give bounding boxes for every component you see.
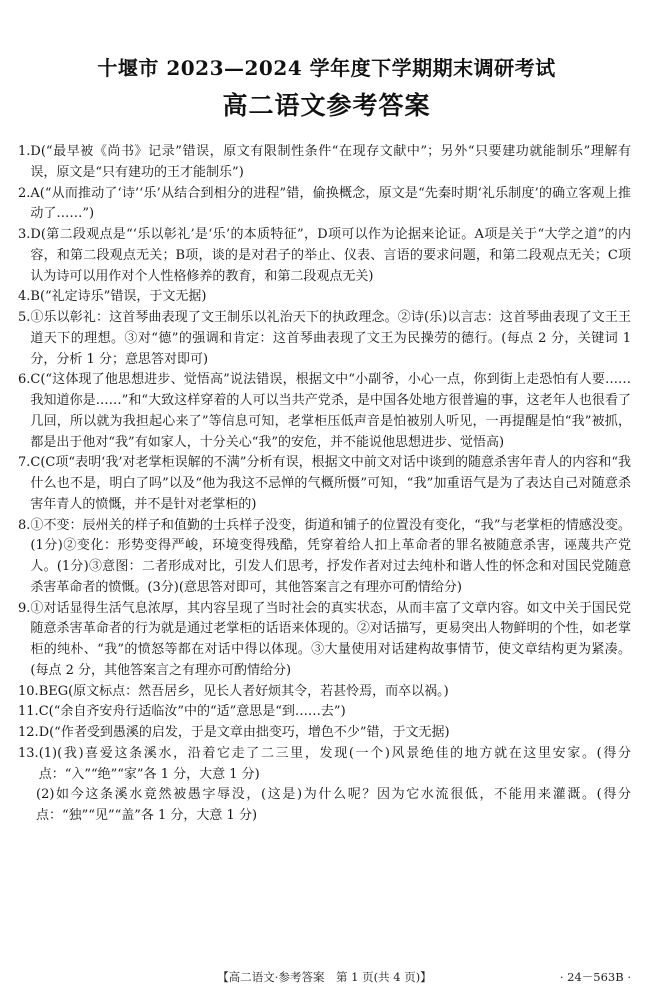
answer-number: 13. <box>18 745 39 761</box>
answer-text: A(“从而推动了‘诗’‘乐’从结合到相分的进程”错，偷换概念，原文是“先秦时期‘礼乐制度’的确立客观上推动了……”) <box>30 185 631 222</box>
answer-text: ①乐以彰礼：这首琴曲表现了文王制乐以礼治天下的执政理念。②诗(乐)以言志：这首琴曲表现了文王王道天下的理想。③对“德”的强调和肯定：这首琴曲表现了文王为民操劳的德行。(每点 2 分，关键词 1 分，分析 1 分；意思答对即可) <box>30 310 631 367</box>
answer-list <box>18 142 631 827</box>
answer-text: (1)(我)喜爱这条溪水，沿着它走了二三里，发现(一个)风景绝佳的地方就在这里安家。(得分点：“入”“绝”“家”各 1 分，大意 1 分) <box>38 745 631 782</box>
answer-item-6 <box>18 370 631 453</box>
answer-number: 8. <box>18 517 31 533</box>
answer-item-10 <box>18 682 631 703</box>
answer-text: D(第二段观点是“‘乐以彰礼’是‘乐’的本质特征”，D项可以作为论据来论证。A项是关于“大学之道”的内容，和第二段观点无关；B项，谈的是对君子的举止、仪表、言语的要求问题，和第二段观点无关；C项认为诗可以用作对个人性格修养的教育，和第二段观点无关) <box>30 227 631 284</box>
answer-item-3 <box>18 225 631 287</box>
footer-page-info: 【高二语文·参考答案 第 1 页(共 4 页)】 <box>217 970 432 984</box>
answer-item-12 <box>18 723 631 744</box>
answer-text: C(C项“表明‘我’对老掌柜误解的不满”分析有误，根据文中前文对话中谈到的随意杀害年青人的内容和“我什么也不是，明白了吗”以及“他为我这不忌惮的气概所慑”可知，“我”加重语气是为了表达自己对随意杀害年青人的愤慨，并不是针对老掌柜的) <box>30 455 631 512</box>
answer-text: BEG(原文标点：然吾居乡，见长人者好烦其令，若甚怜焉，而卒以祸。) <box>38 683 449 699</box>
answer-text: C(“这体现了他思想进步、觉悟高”说法错误，根据文中“小副爷，小心一点，你到街上走恐怕有人要……我知道你是……”和“大致这样穿着的人可以当共产党杀，是中国各处地方很普遍的事，这老年人也很看了几回，所以就为我担起心来了”等信息可知，老掌柜压低声音是怕被别人听见，一再提醒是怕“我”被抓，都是出于他对“我”有如家人，十分关心“我”的安危，并不能说他思想进步、觉悟高) <box>30 372 631 450</box>
answer-number: 9. <box>18 600 31 616</box>
answer-item-2 <box>18 184 631 226</box>
answer-13-part-2: (2)如今这条溪水竟然被愚字辱没，(这是)为什么呢？因为它水流很低，不能用来灌溉。(得分点：“独”“见”“盖”各 1 分，大意 1 分) <box>36 787 631 823</box>
answer-number: 5. <box>18 310 31 325</box>
footer-code: · 24－563B · <box>559 970 631 984</box>
answer-item-1 <box>18 142 631 184</box>
answer-item-13 <box>18 744 631 786</box>
answer-number: 3. <box>18 227 31 242</box>
document-title: 高二语文参考答案 <box>222 91 431 120</box>
answer-item-11 <box>18 702 631 723</box>
answer-item-8 <box>18 516 631 599</box>
answer-text: D(“最早被《尚书》记录”错误，原文有限制性条件“在现存文献中”；另外“只要建功就能制乐”理解有误，原文是“只有建功的王才能制乐”) <box>30 144 631 180</box>
answer-number: 12. <box>18 725 39 740</box>
answer-number: 7. <box>18 455 31 471</box>
answer-text: C(“余自齐安舟行适临汝”中的“适”意思是“到……去”) <box>38 704 346 720</box>
answer-number: 1. <box>18 144 31 159</box>
answer-item-9 <box>18 599 631 682</box>
answer-item-5 <box>18 308 631 370</box>
answer-number: 10. <box>18 683 39 699</box>
answer-number: 6. <box>18 372 31 388</box>
answer-number: 11. <box>18 704 39 720</box>
answer-item-7 <box>18 453 631 515</box>
answer-text: ①对话显得生活气息浓厚，其内容呈现了当时社会的真实状态，从而丰富了文章内容。如文中关于国民党随意杀害革命者的行为就是通过老掌柜的话语来体现的。②对话描写，更易突出人物鲜明的个性，如老掌柜的纯朴、“我”的愤怒等都在对话中得以体现。③大量使用对话建构故事情节，使文章结构更为紧凑。(每点 2 分，其他答案言之有理亦可酌情给分) <box>30 600 631 678</box>
answer-number: 4. <box>18 289 31 305</box>
answer-text: D(“作者受到愚溪的启发，于是文章由拙变巧，增色不少”错，于文无据) <box>38 725 450 740</box>
exam-title: 十堰市 2023—2024 学年度下学期期末调研考试 <box>97 56 556 80</box>
answer-text: B(“礼定诗乐”错误，于文无据) <box>30 289 207 305</box>
answer-number: 2. <box>18 185 31 201</box>
answer-item-4 <box>18 287 631 308</box>
answer-text: ①不变：辰州关的样子和值勤的士兵样子没变，街道和铺子的位置没有变化，“我”与老掌柜的情感没变。(1分)②变化：形势变得严峻，环境变得残酷，凭穿着给人扣上革命者的罪名被随意杀害，诬蔑共产党人。(1分)③意图：二者形成对比，引发人们思考，抒发作者对过去纯朴和谐人性的怀念和对国民党随意杀害革命者的愤慨。(3分)(意思答对即可，其他答案言之有理亦可酌情给分) <box>30 517 631 595</box>
